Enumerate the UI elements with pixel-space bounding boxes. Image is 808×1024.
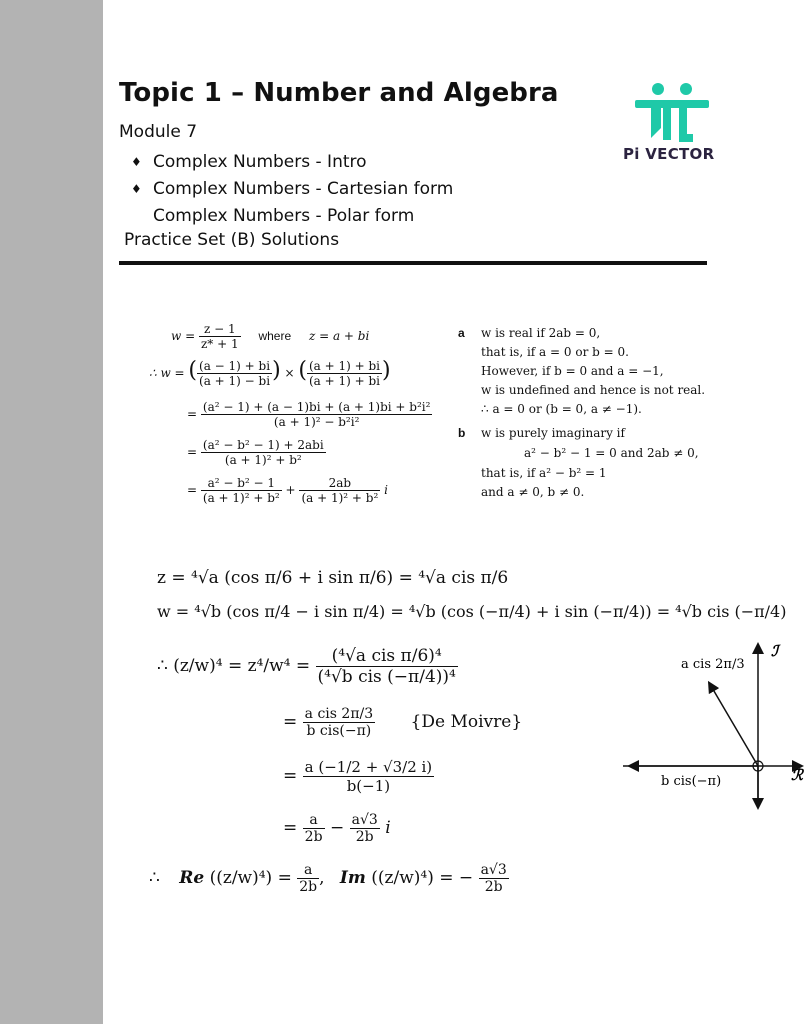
a-cis-label: a cis 2π/3 xyxy=(681,657,745,672)
math-text: ((z/w)⁴) = − xyxy=(371,868,474,888)
part-a-line: w is undefined and hence is not real. xyxy=(481,383,706,397)
real-axis-label: ℛ xyxy=(791,766,803,784)
module-label: Module 7 xyxy=(119,122,198,142)
fraction xyxy=(303,758,435,795)
b-cis-label: b cis(−π) xyxy=(661,774,722,789)
bullet-icon: ♦ xyxy=(131,154,142,169)
part-a-line: that is, if a = 0 or b = 0. xyxy=(481,345,629,359)
a-cis-vector xyxy=(711,686,758,766)
part-a-line: ∴ a = 0 or (b = 0, a ≠ −1). xyxy=(481,402,642,416)
topic-list xyxy=(131,148,453,229)
denominator: (a + 1)² − b²i² xyxy=(273,415,360,429)
math-text: w = xyxy=(171,329,196,343)
numerator: (a + 1) + bi xyxy=(308,359,381,373)
denominator: (a + 1)² + b² xyxy=(301,491,379,505)
denominator: (a + 1)² + b² xyxy=(202,491,280,505)
line-simplify xyxy=(187,438,326,467)
z-polar-line: z = ⁴√a (cos π/6 + i sin π/6) = ⁴√a cis π/6 xyxy=(157,568,509,588)
fraction xyxy=(297,862,319,895)
solution-1-right xyxy=(458,326,728,506)
rectangular-line: = $\frac{a (-1/2 + √3/2 i)}{b(-1)}$ xyxy=(283,758,433,795)
real-part-label: Re xyxy=(179,868,205,888)
fraction xyxy=(479,862,509,895)
de-moivre-note: {De Moivre} xyxy=(410,712,523,732)
topic-item xyxy=(131,202,453,229)
numerator: a√3 xyxy=(480,862,507,878)
numerator: (a² − b² − 1) + 2abi xyxy=(202,438,324,452)
line-expand xyxy=(187,400,432,429)
fraction xyxy=(299,476,380,505)
equals-sign: = xyxy=(283,818,298,838)
w-polar-line: w = ⁴√b (cos π/4 − i sin π/4) = ⁴√b (cos (−π/4) + i sin (−π/4)) = ⁴√b cis (−π/4) xyxy=(157,602,787,621)
fraction xyxy=(316,646,458,687)
numerator: a (−1/2 + √3/2 i) xyxy=(304,758,433,776)
fraction xyxy=(197,359,272,388)
numerator: z − 1 xyxy=(199,322,241,337)
denominator: 2b xyxy=(304,829,323,845)
numerator: (a − 1) + bi xyxy=(199,359,271,373)
denominator: (a + 1) + bi xyxy=(308,374,381,388)
math-text: ∴ (z/w)⁴ = z⁴/w⁴ = xyxy=(157,656,311,676)
solution-1-left xyxy=(143,318,433,518)
math-text: z = a + bi xyxy=(308,329,370,343)
numerator: a xyxy=(297,862,319,879)
topic-item xyxy=(131,148,453,175)
fraction xyxy=(201,438,326,467)
fraction xyxy=(303,812,325,845)
topic-label: Complex Numbers - Intro xyxy=(153,151,367,172)
conclusion-line: ∴ Re ((z/w)⁴) = $\frac{a}{2b}$ , Im ((z/w)⁴) = − $\frac{a√3}{2b}$ xyxy=(149,862,507,895)
equals-sign: = xyxy=(187,445,198,459)
equals-sign: = xyxy=(187,483,198,497)
therefore-symbol: ∴ xyxy=(149,868,160,888)
math-text: i xyxy=(384,483,388,497)
header-divider xyxy=(119,261,707,265)
part-b-line: and a ≠ 0, b ≠ 0. xyxy=(481,485,585,499)
line-w-definition xyxy=(171,322,369,351)
denominator: b cis(−π) xyxy=(306,723,372,739)
fraction xyxy=(307,359,382,388)
plus-sign: + xyxy=(285,483,296,497)
denominator: b(−1) xyxy=(346,777,391,795)
part-b-line: that is, if a² − b² = 1 xyxy=(481,466,607,480)
logo-text: Pi VECTOR xyxy=(623,145,715,163)
denominator: 2b xyxy=(299,879,318,895)
de-moivre-line: = $\frac{\text{a cis 2π/3}}{\text{b cis(−π)}}$ {De Moivre} xyxy=(283,706,523,739)
topic-label: Complex Numbers - Polar form xyxy=(153,205,415,226)
practice-set-label: Practice Set (B) Solutions xyxy=(124,230,340,250)
imaginary-part-label: Im xyxy=(339,868,366,888)
line-separate xyxy=(187,476,388,505)
quotient-line xyxy=(157,646,458,687)
left-gutter xyxy=(0,0,103,1024)
numerator: a√3 xyxy=(351,812,378,828)
part-b-label: b xyxy=(458,426,466,440)
bullet-icon: ♦ xyxy=(131,181,142,196)
topic-label: Complex Numbers - Cartesian form xyxy=(153,178,454,199)
numerator: a xyxy=(303,812,325,829)
part-b-line: w is purely imaginary if xyxy=(481,426,625,440)
document-page xyxy=(103,0,803,1024)
denominator: 2b xyxy=(484,879,503,895)
fraction xyxy=(199,322,241,351)
denominator: 2b xyxy=(355,829,374,845)
numerator: (⁴√a cis π/6)⁴ xyxy=(316,646,458,667)
part-a-label: a xyxy=(458,326,465,340)
line-multiply-conjugate: ∴ w = ( $\frac{(a - 1) + bi}{(a + 1) - bi}$ ) × ( $\frac{(a + 1) + bi}{(a + 1) + bi}$ ) xyxy=(149,358,391,388)
numerator: a cis 2π/3 xyxy=(304,706,374,722)
fraction xyxy=(201,400,433,429)
final-form-line xyxy=(283,812,391,845)
fraction xyxy=(350,812,380,845)
denominator: (⁴√b cis (−π/4))⁴ xyxy=(317,667,456,687)
equals-sign: = xyxy=(187,407,198,421)
numerator: 2ab xyxy=(299,476,380,491)
numerator: (a² − 1) + (a − 1)bi + (a + 1)bi + b²i² xyxy=(202,400,431,414)
math-text: ((z/w)⁴) = xyxy=(209,868,292,888)
denominator: z* + 1 xyxy=(200,337,239,351)
fraction xyxy=(201,476,282,505)
math-text: i xyxy=(385,818,391,838)
page-title: Topic 1 – Number and Algebra xyxy=(119,78,559,108)
times-symbol: × xyxy=(284,366,295,380)
part-a-line: However, if b = 0 and a = −1, xyxy=(481,364,664,378)
where-text: where xyxy=(258,329,292,343)
argand-diagram xyxy=(623,640,808,810)
math-text: ∴ w = xyxy=(149,366,185,380)
fraction xyxy=(303,706,375,739)
part-b-line: a² − b² − 1 = 0 and 2ab ≠ 0, xyxy=(524,446,699,460)
topic-item xyxy=(131,175,453,202)
numerator: a² − b² − 1 xyxy=(201,476,282,491)
imaginary-axis-label: ℐ xyxy=(771,642,779,660)
denominator: (a + 1)² + b² xyxy=(224,453,302,467)
minus-sign: − xyxy=(329,818,345,838)
part-a-line: w is real if 2ab = 0, xyxy=(481,326,601,340)
denominator: (a + 1) − bi xyxy=(199,374,271,388)
